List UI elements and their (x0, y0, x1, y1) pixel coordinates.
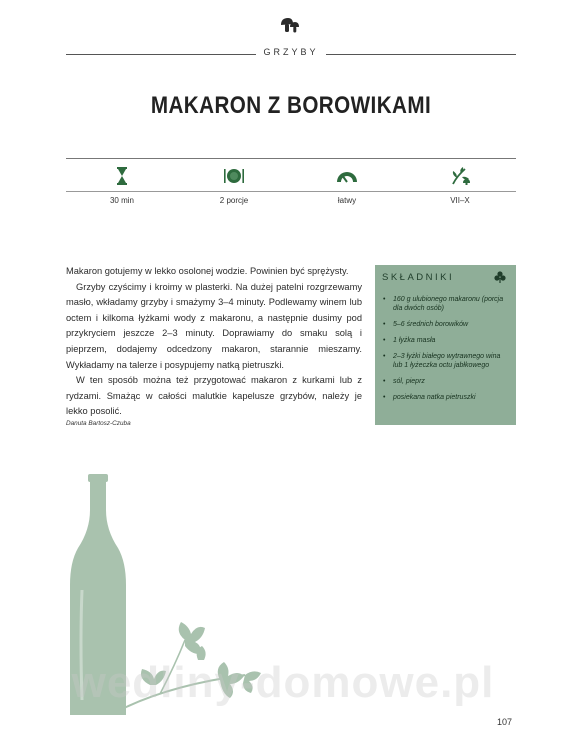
info-portions-text: 2 porcje (219, 196, 249, 205)
ingredients-heading: SKŁADNIKI (382, 272, 455, 283)
info-season (404, 158, 516, 218)
herb-mushroom-icon (447, 166, 473, 186)
ingredient-item (383, 393, 511, 402)
header-rule-right (326, 54, 516, 55)
bullet-icon: • (383, 337, 386, 344)
instruction-paragraph: W ten sposób można też przygotować makaron z kurkami lub z rydzami. Smażąc w całości malutkie kapelusze grzybów, należy je lekko posolić. (66, 375, 362, 417)
bullet-icon: • (383, 321, 386, 328)
ingredient-item (383, 352, 511, 370)
ingredient-text: 160 g ulubionego makaronu (porcja dla dwóch osób) (393, 296, 504, 312)
ingredients-list (383, 295, 511, 409)
ingredient-item (383, 295, 511, 313)
mushroom-logo-icon (279, 16, 301, 34)
instruction-paragraph: Makaron gotujemy w lekko osolonej wodzie. Powinien być sprężysty. (66, 266, 349, 276)
bullet-icon: • (383, 378, 386, 385)
info-difficulty-text: łatwy (337, 196, 357, 205)
recipe-title: MAKARON Z BOROWIKAMI (150, 92, 432, 119)
bullet-icon: • (383, 394, 386, 401)
ingredient-text: 5–6 średnich borowików (393, 321, 469, 328)
info-portions (178, 158, 290, 218)
ingredients-box (375, 265, 516, 425)
plate-cutlery-icon (221, 166, 247, 186)
ingredient-text: posiekana natka pietruszki (393, 394, 476, 401)
recipe-instructions (66, 264, 362, 420)
ingredient-item (383, 320, 511, 329)
ingredient-text: 1 łyżka masła (393, 337, 436, 344)
watermark: wedliny-domowe.pl (71, 658, 495, 707)
ingredient-text: 2–3 łyżki białego wytrawnego wina lub 1 łyżeczka octu jabłkowego (393, 353, 501, 369)
bottle-neck-ring (88, 474, 108, 482)
instruction-paragraph: Grzyby czyścimy i kroimy w plasterki. Na dużej patelni rozgrzewamy masło, wkładamy grzyby i smażymy 3–4 minuty. Podlewamy winem lub octem i kilkoma łyżkami wody z makaronu, a następnie dusimy pod przykryciem jeszcze 2–3 minuty. Doprawiamy do smaku solą i pieprzem, dodajemy odcedzony makaron, starannie mieszamy. Wykładamy na talerze i posypujemy natką pietruszki. (66, 281, 362, 370)
hourglass-icon (109, 166, 135, 186)
section-label: GRZYBY (263, 47, 319, 57)
bullet-icon: • (383, 353, 386, 360)
header-rule-left (66, 54, 256, 55)
ingredient-text: sól, pieprz (393, 378, 425, 385)
recipe-info-bar (66, 158, 516, 218)
ingredient-item (383, 377, 511, 386)
info-time-text: 30 min (109, 196, 134, 205)
info-season-text: VII–X (450, 196, 470, 205)
recipe-author: Danuta Bartosz-Czuba (66, 420, 131, 427)
page-number: 107 (497, 717, 513, 727)
info-time (66, 158, 178, 218)
bullet-icon: • (383, 296, 386, 303)
info-difficulty (291, 158, 403, 218)
clover-icon (494, 271, 506, 283)
ingredient-item (383, 336, 511, 345)
difficulty-gauge-icon (334, 166, 360, 186)
section-header (66, 44, 516, 64)
